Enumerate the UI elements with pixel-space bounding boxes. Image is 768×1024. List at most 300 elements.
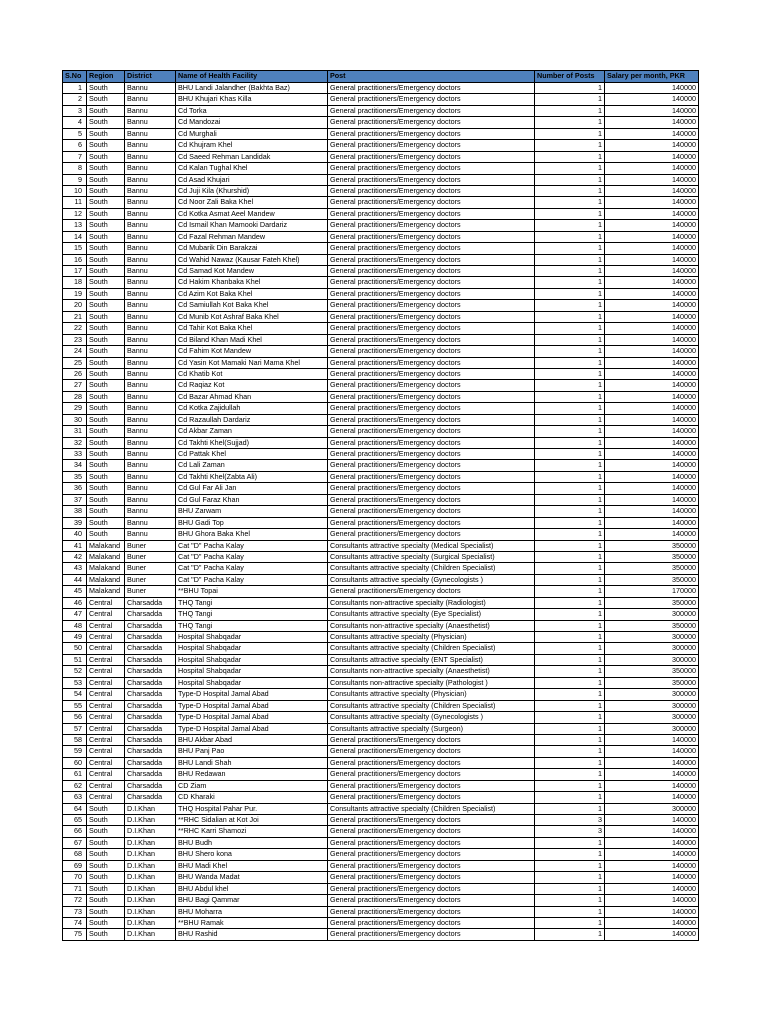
cell-sno[interactable]: 53 xyxy=(63,677,87,688)
cell-posts[interactable]: 1 xyxy=(535,837,605,848)
cell-post[interactable]: Consultants attractive specialty (Surgeon) xyxy=(328,723,535,734)
cell-region[interactable]: South xyxy=(87,883,125,894)
table-row[interactable] xyxy=(63,700,699,711)
cell-posts[interactable]: 1 xyxy=(535,323,605,334)
cell-salary[interactable]: 140000 xyxy=(605,529,699,540)
cell-posts[interactable]: 1 xyxy=(535,609,605,620)
cell-salary[interactable]: 140000 xyxy=(605,917,699,928)
table-row[interactable] xyxy=(63,94,699,105)
cell-facility[interactable]: BHU Abdul khel xyxy=(176,883,328,894)
cell-facility[interactable]: Type-D Hospital Jamal Abad xyxy=(176,689,328,700)
cell-post[interactable]: General practitioners/Emergency doctors xyxy=(328,140,535,151)
cell-facility[interactable]: Cd Fazal Rehman Mandew xyxy=(176,231,328,242)
cell-salary[interactable]: 300000 xyxy=(605,632,699,643)
cell-salary[interactable]: 140000 xyxy=(605,872,699,883)
cell-district[interactable]: Bannu xyxy=(125,128,176,139)
cell-region[interactable]: South xyxy=(87,277,125,288)
cell-region[interactable]: Central xyxy=(87,677,125,688)
table-row[interactable] xyxy=(63,323,699,334)
cell-district[interactable]: Bannu xyxy=(125,174,176,185)
cell-posts[interactable]: 1 xyxy=(535,117,605,128)
cell-post[interactable]: General practitioners/Emergency doctors xyxy=(328,105,535,116)
table-row[interactable] xyxy=(63,334,699,345)
cell-sno[interactable]: 33 xyxy=(63,449,87,460)
cell-district[interactable]: Charsadda xyxy=(125,632,176,643)
cell-post[interactable]: Consultants attractive specialty (Children Specialist) xyxy=(328,643,535,654)
header-cell-district[interactable]: District xyxy=(125,71,176,83)
table-row[interactable] xyxy=(63,860,699,871)
cell-district[interactable]: Bannu xyxy=(125,254,176,265)
cell-region[interactable]: South xyxy=(87,471,125,482)
cell-district[interactable]: Bannu xyxy=(125,266,176,277)
cell-salary[interactable]: 140000 xyxy=(605,151,699,162)
cell-district[interactable]: Charsadda xyxy=(125,654,176,665)
cell-posts[interactable]: 1 xyxy=(535,391,605,402)
cell-facility[interactable]: BHU Gadi Top xyxy=(176,517,328,528)
cell-posts[interactable]: 1 xyxy=(535,174,605,185)
table-row[interactable] xyxy=(63,437,699,448)
cell-sno[interactable]: 44 xyxy=(63,574,87,585)
cell-district[interactable]: D.I.Khan xyxy=(125,849,176,860)
table-row[interactable] xyxy=(63,220,699,231)
cell-salary[interactable]: 140000 xyxy=(605,140,699,151)
table-row[interactable] xyxy=(63,266,699,277)
cell-region[interactable]: South xyxy=(87,895,125,906)
cell-district[interactable]: Bannu xyxy=(125,483,176,494)
cell-salary[interactable]: 140000 xyxy=(605,780,699,791)
cell-sno[interactable]: 59 xyxy=(63,746,87,757)
cell-sno[interactable]: 42 xyxy=(63,551,87,562)
cell-post[interactable]: General practitioners/Emergency doctors xyxy=(328,895,535,906)
table-row[interactable] xyxy=(63,757,699,768)
header-cell-salary[interactable]: Salary per month, PKR xyxy=(605,71,699,83)
cell-facility[interactable]: Cd Samiullah Kot Baka Khel xyxy=(176,300,328,311)
cell-district[interactable]: Bannu xyxy=(125,529,176,540)
table-row[interactable] xyxy=(63,449,699,460)
table-row[interactable] xyxy=(63,872,699,883)
cell-salary[interactable]: 170000 xyxy=(605,586,699,597)
cell-facility[interactable]: BHU Bagi Qammar xyxy=(176,895,328,906)
cell-region[interactable]: South xyxy=(87,506,125,517)
cell-posts[interactable]: 1 xyxy=(535,803,605,814)
cell-facility[interactable]: BHU Zarwam xyxy=(176,506,328,517)
cell-sno[interactable]: 18 xyxy=(63,277,87,288)
cell-sno[interactable]: 64 xyxy=(63,803,87,814)
cell-posts[interactable]: 1 xyxy=(535,769,605,780)
table-row[interactable] xyxy=(63,712,699,723)
cell-district[interactable]: D.I.Khan xyxy=(125,883,176,894)
cell-posts[interactable]: 1 xyxy=(535,380,605,391)
cell-salary[interactable]: 140000 xyxy=(605,163,699,174)
cell-salary[interactable]: 140000 xyxy=(605,449,699,460)
cell-post[interactable]: General practitioners/Emergency doctors xyxy=(328,117,535,128)
table-row[interactable] xyxy=(63,574,699,585)
cell-region[interactable]: South xyxy=(87,517,125,528)
table-row[interactable] xyxy=(63,288,699,299)
cell-facility[interactable]: BHU Madi Khel xyxy=(176,860,328,871)
cell-posts[interactable]: 1 xyxy=(535,666,605,677)
cell-salary[interactable]: 300000 xyxy=(605,723,699,734)
cell-post[interactable]: Consultants attractive specialty (Physician) xyxy=(328,632,535,643)
cell-posts[interactable]: 1 xyxy=(535,94,605,105)
cell-salary[interactable]: 140000 xyxy=(605,849,699,860)
cell-region[interactable]: South xyxy=(87,288,125,299)
cell-facility[interactable]: Cd Juji Kila (Khurshid) xyxy=(176,185,328,196)
table-row[interactable] xyxy=(63,300,699,311)
cell-region[interactable]: South xyxy=(87,323,125,334)
cell-post[interactable]: General practitioners/Emergency doctors xyxy=(328,254,535,265)
cell-sno[interactable]: 74 xyxy=(63,917,87,928)
table-row[interactable] xyxy=(63,128,699,139)
cell-district[interactable]: Bannu xyxy=(125,117,176,128)
table-row[interactable] xyxy=(63,494,699,505)
cell-sno[interactable]: 8 xyxy=(63,163,87,174)
table-row[interactable] xyxy=(63,517,699,528)
cell-region[interactable]: Central xyxy=(87,620,125,631)
cell-sno[interactable]: 27 xyxy=(63,380,87,391)
cell-salary[interactable]: 350000 xyxy=(605,551,699,562)
cell-sno[interactable]: 14 xyxy=(63,231,87,242)
cell-posts[interactable]: 1 xyxy=(535,220,605,231)
cell-post[interactable]: General practitioners/Emergency doctors xyxy=(328,837,535,848)
cell-sno[interactable]: 21 xyxy=(63,311,87,322)
cell-district[interactable]: Charsadda xyxy=(125,677,176,688)
cell-facility[interactable]: Cd Tahir Kot Baka Khel xyxy=(176,323,328,334)
cell-facility[interactable]: BHU Landi Jalandher (Bakhta Baz) xyxy=(176,83,328,94)
cell-salary[interactable]: 140000 xyxy=(605,185,699,196)
cell-sno[interactable]: 41 xyxy=(63,540,87,551)
cell-post[interactable]: Consultants attractive specialty (Gynecologists ) xyxy=(328,712,535,723)
cell-posts[interactable]: 1 xyxy=(535,437,605,448)
cell-district[interactable]: D.I.Khan xyxy=(125,906,176,917)
cell-sno[interactable]: 62 xyxy=(63,780,87,791)
cell-district[interactable]: Charsadda xyxy=(125,643,176,654)
cell-post[interactable]: General practitioners/Emergency doctors xyxy=(328,815,535,826)
cell-sno[interactable]: 9 xyxy=(63,174,87,185)
cell-facility[interactable]: Type-D Hospital Jamal Abad xyxy=(176,712,328,723)
cell-district[interactable]: Bannu xyxy=(125,220,176,231)
cell-sno[interactable]: 2 xyxy=(63,94,87,105)
cell-post[interactable]: General practitioners/Emergency doctors xyxy=(328,757,535,768)
table-row[interactable] xyxy=(63,208,699,219)
cell-facility[interactable]: BHU Khujari Khas Killa xyxy=(176,94,328,105)
cell-region[interactable]: South xyxy=(87,197,125,208)
cell-sno[interactable]: 69 xyxy=(63,860,87,871)
cell-post[interactable]: General practitioners/Emergency doctors xyxy=(328,517,535,528)
cell-region[interactable]: South xyxy=(87,929,125,940)
cell-facility[interactable]: Cd Mubarik Din Barakzai xyxy=(176,243,328,254)
cell-salary[interactable]: 140000 xyxy=(605,895,699,906)
cell-salary[interactable]: 140000 xyxy=(605,460,699,471)
cell-salary[interactable]: 350000 xyxy=(605,597,699,608)
cell-posts[interactable]: 1 xyxy=(535,140,605,151)
cell-post[interactable]: General practitioners/Emergency doctors xyxy=(328,872,535,883)
cell-sno[interactable]: 51 xyxy=(63,654,87,665)
cell-post[interactable]: Consultants attractive specialty (Children Specialist) xyxy=(328,563,535,574)
cell-sno[interactable]: 15 xyxy=(63,243,87,254)
cell-district[interactable]: Bannu xyxy=(125,288,176,299)
cell-posts[interactable]: 1 xyxy=(535,243,605,254)
cell-region[interactable]: Central xyxy=(87,700,125,711)
cell-sno[interactable]: 28 xyxy=(63,391,87,402)
cell-district[interactable]: Charsadda xyxy=(125,792,176,803)
cell-region[interactable]: South xyxy=(87,151,125,162)
cell-post[interactable]: General practitioners/Emergency doctors xyxy=(328,860,535,871)
cell-facility[interactable]: Hospital Shabqadar xyxy=(176,654,328,665)
cell-salary[interactable]: 140000 xyxy=(605,368,699,379)
cell-region[interactable]: South xyxy=(87,117,125,128)
cell-district[interactable]: D.I.Khan xyxy=(125,860,176,871)
cell-salary[interactable]: 350000 xyxy=(605,540,699,551)
cell-post[interactable]: General practitioners/Emergency doctors xyxy=(328,414,535,425)
cell-posts[interactable]: 1 xyxy=(535,632,605,643)
cell-facility[interactable]: Cd Wahid Nawaz (Kausar Fateh Khel) xyxy=(176,254,328,265)
cell-sno[interactable]: 70 xyxy=(63,872,87,883)
cell-salary[interactable]: 140000 xyxy=(605,334,699,345)
cell-salary[interactable]: 140000 xyxy=(605,426,699,437)
table-row[interactable] xyxy=(63,643,699,654)
cell-region[interactable]: Malakand xyxy=(87,563,125,574)
cell-facility[interactable]: Hospital Shabqadar xyxy=(176,643,328,654)
cell-district[interactable]: D.I.Khan xyxy=(125,917,176,928)
cell-post[interactable]: General practitioners/Emergency doctors xyxy=(328,357,535,368)
cell-sno[interactable]: 47 xyxy=(63,609,87,620)
cell-region[interactable]: Central xyxy=(87,757,125,768)
cell-salary[interactable]: 350000 xyxy=(605,574,699,585)
cell-facility[interactable]: Cd Akbar Zaman xyxy=(176,426,328,437)
cell-salary[interactable]: 140000 xyxy=(605,494,699,505)
cell-district[interactable]: Bannu xyxy=(125,151,176,162)
cell-region[interactable]: South xyxy=(87,357,125,368)
cell-posts[interactable]: 1 xyxy=(535,300,605,311)
cell-sno[interactable]: 1 xyxy=(63,83,87,94)
table-row[interactable] xyxy=(63,563,699,574)
cell-posts[interactable]: 1 xyxy=(535,471,605,482)
cell-sno[interactable]: 37 xyxy=(63,494,87,505)
table-row[interactable] xyxy=(63,597,699,608)
cell-salary[interactable]: 140000 xyxy=(605,746,699,757)
cell-sno[interactable]: 34 xyxy=(63,460,87,471)
table-row[interactable] xyxy=(63,426,699,437)
cell-region[interactable]: Central xyxy=(87,643,125,654)
cell-sno[interactable]: 32 xyxy=(63,437,87,448)
cell-posts[interactable]: 1 xyxy=(535,105,605,116)
cell-salary[interactable]: 140000 xyxy=(605,380,699,391)
cell-posts[interactable]: 1 xyxy=(535,163,605,174)
cell-salary[interactable]: 300000 xyxy=(605,654,699,665)
cell-posts[interactable]: 1 xyxy=(535,929,605,940)
cell-sno[interactable]: 13 xyxy=(63,220,87,231)
cell-region[interactable]: South xyxy=(87,483,125,494)
cell-district[interactable]: Bannu xyxy=(125,391,176,402)
cell-district[interactable]: Buner xyxy=(125,574,176,585)
cell-post[interactable]: General practitioners/Emergency doctors xyxy=(328,792,535,803)
cell-district[interactable]: Bannu xyxy=(125,300,176,311)
cell-posts[interactable]: 1 xyxy=(535,449,605,460)
cell-salary[interactable]: 300000 xyxy=(605,609,699,620)
cell-posts[interactable]: 1 xyxy=(535,357,605,368)
cell-salary[interactable]: 140000 xyxy=(605,266,699,277)
cell-posts[interactable]: 1 xyxy=(535,403,605,414)
cell-district[interactable]: Buner xyxy=(125,586,176,597)
cell-facility[interactable]: Cd Ismail Khan Mamooki Dardariz xyxy=(176,220,328,231)
table-row[interactable] xyxy=(63,471,699,482)
cell-posts[interactable]: 3 xyxy=(535,815,605,826)
cell-post[interactable]: General practitioners/Emergency doctors xyxy=(328,906,535,917)
cell-salary[interactable]: 350000 xyxy=(605,563,699,574)
cell-posts[interactable]: 1 xyxy=(535,757,605,768)
header-cell-facility[interactable]: Name of Health Facility xyxy=(176,71,328,83)
table-row[interactable] xyxy=(63,815,699,826)
cell-region[interactable]: Central xyxy=(87,632,125,643)
cell-district[interactable]: D.I.Khan xyxy=(125,826,176,837)
cell-facility[interactable]: Cd Kotka Asmat Aeel Mandew xyxy=(176,208,328,219)
cell-facility[interactable]: Cd Asad Khujari xyxy=(176,174,328,185)
cell-salary[interactable]: 300000 xyxy=(605,803,699,814)
cell-sno[interactable]: 26 xyxy=(63,368,87,379)
cell-post[interactable]: General practitioners/Emergency doctors xyxy=(328,231,535,242)
table-row[interactable] xyxy=(63,529,699,540)
cell-district[interactable]: Charsadda xyxy=(125,620,176,631)
cell-district[interactable]: Charsadda xyxy=(125,609,176,620)
table-row[interactable] xyxy=(63,540,699,551)
cell-district[interactable]: Buner xyxy=(125,551,176,562)
cell-region[interactable]: South xyxy=(87,837,125,848)
cell-sno[interactable]: 20 xyxy=(63,300,87,311)
cell-district[interactable]: Charsadda xyxy=(125,769,176,780)
cell-salary[interactable]: 140000 xyxy=(605,231,699,242)
cell-salary[interactable]: 140000 xyxy=(605,128,699,139)
cell-facility[interactable]: Type-D Hospital Jamal Abad xyxy=(176,700,328,711)
cell-posts[interactable]: 3 xyxy=(535,826,605,837)
cell-salary[interactable]: 140000 xyxy=(605,929,699,940)
cell-facility[interactable]: Cd Hakim Khanbaka Khel xyxy=(176,277,328,288)
cell-region[interactable]: Central xyxy=(87,609,125,620)
cell-posts[interactable]: 1 xyxy=(535,151,605,162)
cell-sno[interactable]: 67 xyxy=(63,837,87,848)
cell-facility[interactable]: Cat "D" Pacha Kalay xyxy=(176,574,328,585)
cell-salary[interactable]: 140000 xyxy=(605,243,699,254)
table-row[interactable] xyxy=(63,197,699,208)
cell-sno[interactable]: 31 xyxy=(63,426,87,437)
cell-district[interactable]: Bannu xyxy=(125,323,176,334)
cell-sno[interactable]: 5 xyxy=(63,128,87,139)
cell-sno[interactable]: 65 xyxy=(63,815,87,826)
cell-district[interactable]: D.I.Khan xyxy=(125,815,176,826)
cell-post[interactable]: General practitioners/Emergency doctors xyxy=(328,151,535,162)
cell-sno[interactable]: 54 xyxy=(63,689,87,700)
cell-sno[interactable]: 45 xyxy=(63,586,87,597)
cell-region[interactable]: South xyxy=(87,334,125,345)
cell-district[interactable]: Bannu xyxy=(125,334,176,345)
cell-sno[interactable]: 24 xyxy=(63,346,87,357)
cell-facility[interactable]: Cd Mandozai xyxy=(176,117,328,128)
cell-post[interactable]: Consultants attractive specialty (ENT Specialist) xyxy=(328,654,535,665)
cell-posts[interactable]: 1 xyxy=(535,208,605,219)
cell-post[interactable]: General practitioners/Emergency doctors xyxy=(328,83,535,94)
cell-region[interactable]: South xyxy=(87,414,125,425)
cell-region[interactable]: South xyxy=(87,254,125,265)
cell-posts[interactable]: 1 xyxy=(535,540,605,551)
cell-posts[interactable]: 1 xyxy=(535,746,605,757)
table-row[interactable] xyxy=(63,243,699,254)
cell-facility[interactable]: BHU Akbar Abad xyxy=(176,734,328,745)
cell-facility[interactable]: CD Ziam xyxy=(176,780,328,791)
cell-district[interactable]: D.I.Khan xyxy=(125,872,176,883)
cell-region[interactable]: South xyxy=(87,529,125,540)
cell-region[interactable]: South xyxy=(87,243,125,254)
table-row[interactable] xyxy=(63,620,699,631)
cell-district[interactable]: Buner xyxy=(125,563,176,574)
cell-district[interactable]: Bannu xyxy=(125,197,176,208)
cell-post[interactable]: General practitioners/Emergency doctors xyxy=(328,311,535,322)
table-row[interactable] xyxy=(63,609,699,620)
cell-post[interactable]: General practitioners/Emergency doctors xyxy=(328,471,535,482)
cell-post[interactable]: General practitioners/Emergency doctors xyxy=(328,208,535,219)
cell-salary[interactable]: 140000 xyxy=(605,517,699,528)
cell-sno[interactable]: 73 xyxy=(63,906,87,917)
cell-facility[interactable]: THQ Tangi xyxy=(176,620,328,631)
cell-region[interactable]: Central xyxy=(87,746,125,757)
cell-posts[interactable]: 1 xyxy=(535,780,605,791)
cell-posts[interactable]: 1 xyxy=(535,414,605,425)
cell-post[interactable]: General practitioners/Emergency doctors xyxy=(328,929,535,940)
cell-facility[interactable]: **BHU Ramak xyxy=(176,917,328,928)
cell-post[interactable]: General practitioners/Emergency doctors xyxy=(328,460,535,471)
cell-district[interactable]: Charsadda xyxy=(125,666,176,677)
cell-posts[interactable]: 1 xyxy=(535,792,605,803)
cell-region[interactable]: South xyxy=(87,231,125,242)
cell-posts[interactable]: 1 xyxy=(535,231,605,242)
cell-facility[interactable]: Cd Raqiaz Kot xyxy=(176,380,328,391)
cell-posts[interactable]: 1 xyxy=(535,712,605,723)
cell-district[interactable]: Bannu xyxy=(125,357,176,368)
cell-salary[interactable]: 140000 xyxy=(605,197,699,208)
cell-posts[interactable]: 1 xyxy=(535,529,605,540)
cell-facility[interactable]: BHU Rashid xyxy=(176,929,328,940)
cell-facility[interactable]: THQ Tangi xyxy=(176,597,328,608)
cell-sno[interactable]: 58 xyxy=(63,734,87,745)
cell-facility[interactable]: Cd Azim Kot Baka Khel xyxy=(176,288,328,299)
cell-facility[interactable]: Cd Saeed Rehman Landidak xyxy=(176,151,328,162)
cell-district[interactable]: D.I.Khan xyxy=(125,929,176,940)
cell-region[interactable]: South xyxy=(87,311,125,322)
cell-region[interactable]: South xyxy=(87,391,125,402)
cell-post[interactable]: General practitioners/Emergency doctors xyxy=(328,529,535,540)
cell-district[interactable]: Charsadda xyxy=(125,700,176,711)
cell-region[interactable]: South xyxy=(87,460,125,471)
cell-district[interactable]: Bannu xyxy=(125,403,176,414)
cell-region[interactable]: Central xyxy=(87,666,125,677)
cell-facility[interactable]: Cat "D" Pacha Kalay xyxy=(176,551,328,562)
table-row[interactable] xyxy=(63,677,699,688)
cell-post[interactable]: General practitioners/Emergency doctors xyxy=(328,300,535,311)
cell-district[interactable]: Bannu xyxy=(125,437,176,448)
table-row[interactable] xyxy=(63,117,699,128)
cell-salary[interactable]: 140000 xyxy=(605,391,699,402)
cell-posts[interactable]: 1 xyxy=(535,83,605,94)
cell-post[interactable]: General practitioners/Emergency doctors xyxy=(328,917,535,928)
cell-facility[interactable]: Cd Fahim Kot Mandew xyxy=(176,346,328,357)
table-row[interactable] xyxy=(63,551,699,562)
cell-posts[interactable]: 1 xyxy=(535,368,605,379)
cell-facility[interactable]: **BHU Topai xyxy=(176,586,328,597)
cell-region[interactable]: Central xyxy=(87,597,125,608)
cell-facility[interactable]: Cd Takhti Khel(Sujjad) xyxy=(176,437,328,448)
table-row[interactable] xyxy=(63,689,699,700)
cell-salary[interactable]: 140000 xyxy=(605,117,699,128)
cell-post[interactable]: General practitioners/Emergency doctors xyxy=(328,380,535,391)
